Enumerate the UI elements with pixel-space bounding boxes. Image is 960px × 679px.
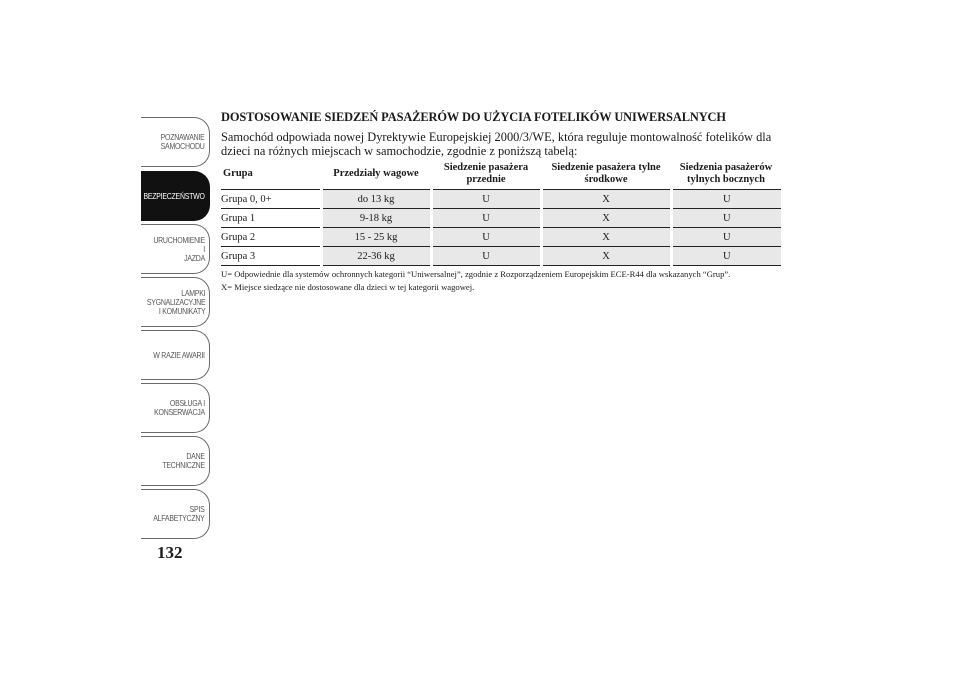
header-przedzialy-wagowe: Przedziały wagowe <box>321 160 431 190</box>
table-header-row <box>221 160 781 190</box>
tab-label: DANE TECHNICZNE <box>162 451 205 470</box>
cell-rear-center: X <box>541 209 671 228</box>
cell-rear-side: U <box>671 228 781 247</box>
table-row <box>221 228 781 247</box>
tab-poznawanie-samochodu[interactable] <box>141 117 210 167</box>
child-seat-table <box>221 160 781 266</box>
header-siedzenie-tylne-srodkowe: Siedzenie pasażera tylne środkowe <box>541 160 671 190</box>
tab-label: SPIS ALFABETYCZNY <box>153 504 205 523</box>
cell-grupa: Grupa 3 <box>221 247 321 266</box>
cell-front: U <box>431 247 541 266</box>
tab-bezpieczenstwo[interactable] <box>141 171 210 221</box>
header-siedzenie-przednie: Siedzenie pasażera przednie <box>431 160 541 190</box>
table-row <box>221 247 781 266</box>
tab-uruchomienie-i-jazda[interactable] <box>141 224 210 274</box>
table-row <box>221 190 781 209</box>
note-u: U= Odpowiednie dla systemów ochronnych kategorii “Uniwersalnej”, zgodnie z Rozporządzeniem Europejskim ECE-R44 dla wskazanych “Grup”. <box>221 269 731 279</box>
cell-grupa: Grupa 2 <box>221 228 321 247</box>
tab-label: LAMPKI SYGNALIZACYJNE I KOMUNIKATY <box>146 287 205 316</box>
header-grupa: Grupa <box>221 160 321 190</box>
tab-label: POZNAWANIE SAMOCHODU <box>161 132 205 151</box>
tab-label: W RAZIE AWARII <box>153 349 205 360</box>
cell-rear-side: U <box>671 190 781 209</box>
tab-w-razie-awarii[interactable] <box>141 330 210 380</box>
cell-front: U <box>431 190 541 209</box>
cell-rear-center: X <box>541 228 671 247</box>
tab-label: URUCHOMIENIE I JAZDA <box>153 234 205 263</box>
table-row <box>221 209 781 228</box>
intro-paragraph: Samochód odpowiada nowej Dyrektywie Europejskiej 2000/3/WE, która reguluje montowalność fotelików dla dzieci na różnych miejscach w samochodzie, zgodnie z poniższą tabelą: <box>221 130 772 158</box>
tab-label: BEZPIECZEŃSTWO <box>143 190 205 201</box>
cell-rear-center: X <box>541 190 671 209</box>
main-content <box>221 110 781 294</box>
note-x: X= Miejsce siedzące nie dostosowane dla dzieci w tej kategorii wagowej. <box>221 281 475 292</box>
cell-weight: 15 - 25 kg <box>321 228 431 247</box>
tab-label: OBSŁUGA I KONSERWACJA <box>154 398 205 417</box>
cell-grupa: Grupa 0, 0+ <box>221 190 321 209</box>
table-notes <box>221 269 781 292</box>
cell-rear-side: U <box>671 209 781 228</box>
tab-spis-alfabetyczny[interactable] <box>141 489 210 539</box>
cell-rear-center: X <box>541 247 671 266</box>
cell-weight: 9-18 kg <box>321 209 431 228</box>
header-siedzenia-tylne-boczne: Siedzenia pasażerów tylnych bocznych <box>671 160 781 190</box>
cell-front: U <box>431 228 541 247</box>
tab-lampki-sygnalizacyjne[interactable] <box>141 277 210 327</box>
tab-dane-techniczne[interactable] <box>141 436 210 486</box>
cell-weight: 22-36 kg <box>321 247 431 266</box>
cell-rear-side: U <box>671 247 781 266</box>
section-title: DOSTOSOWANIE SIEDZEŃ PASAŻERÓW DO UŻYCIA FOTELIKÓW UNIWERSALNYCH <box>221 110 726 124</box>
tab-obsluga-i-konserwacja[interactable] <box>141 383 210 433</box>
cell-grupa: Grupa 1 <box>221 209 321 228</box>
cell-weight: do 13 kg <box>321 190 431 209</box>
cell-front: U <box>431 209 541 228</box>
page-number: 132 <box>157 543 183 562</box>
